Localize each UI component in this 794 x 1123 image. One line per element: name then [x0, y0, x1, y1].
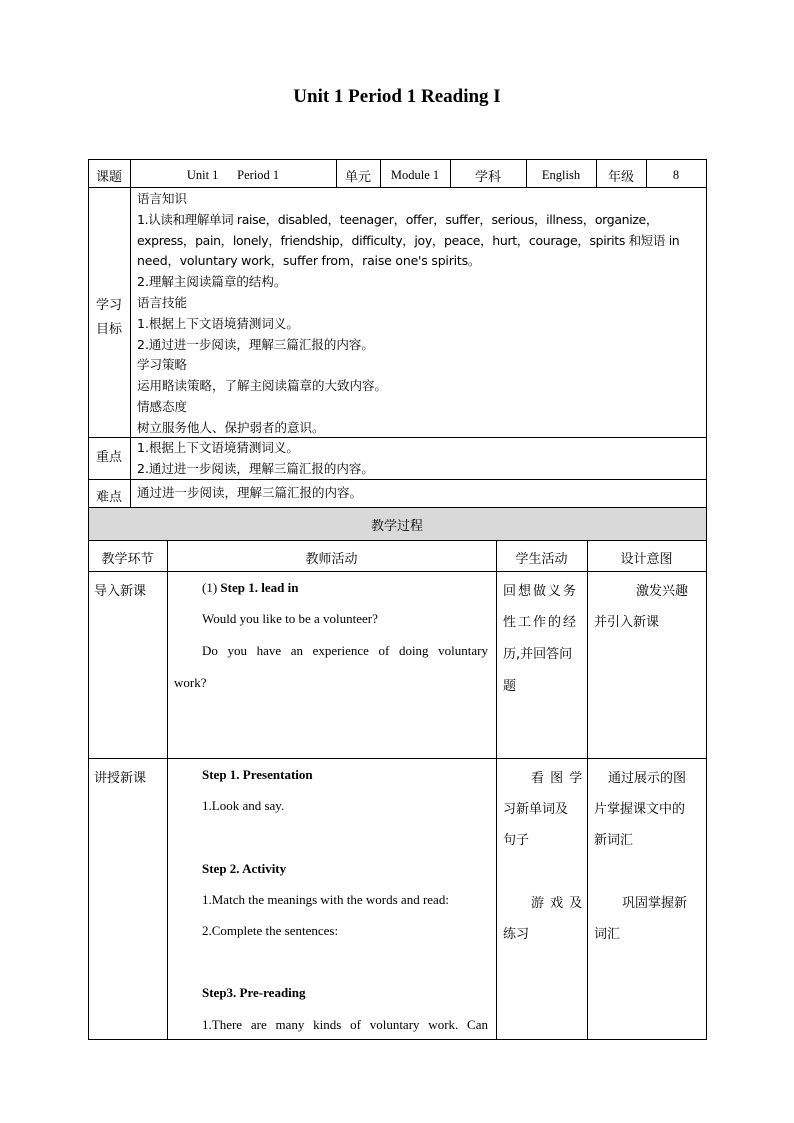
teacher-line: 1.Look and say.: [202, 798, 285, 813]
teacher-line: 2.Complete the sentences:: [202, 923, 339, 938]
header-stage: 教学环节: [101, 552, 154, 567]
key-points-label: 重点: [95, 450, 122, 465]
header-student: 学生活动: [515, 552, 568, 567]
purpose-line: 并引入新课: [594, 615, 660, 630]
objective-line: 树立服务他人、保护弱者的意识。: [137, 419, 325, 435]
student-line: 性工作的经: [503, 615, 579, 630]
objective-line: 情感态度: [137, 398, 188, 414]
purpose-line: 词汇: [594, 927, 621, 942]
difficulties-content: 通过进一步阅读，理解三篇汇报的内容。: [137, 485, 363, 500]
teacher-line: 1.There are many kinds of voluntary work. Can: [202, 1017, 488, 1032]
purpose-line: 激发兴趣: [636, 584, 689, 599]
process-heading: 教学过程: [370, 519, 423, 534]
unit-value: Module 1: [390, 168, 440, 182]
grade-label: 年级: [607, 170, 634, 185]
purpose-line: 新词汇: [594, 833, 634, 848]
objective-line: 运用略读策略，了解主阅读篇章的大致内容。: [137, 378, 388, 394]
teacher-line: (1) Step 1. lead in: [202, 580, 299, 595]
topic-value: Unit 1 Period 1: [186, 168, 280, 182]
key-points-content: [137, 438, 703, 480]
teacher-line: work?: [174, 675, 207, 690]
header-teacher: 教师活动: [305, 552, 358, 567]
purpose-line: 巩固掌握新: [622, 896, 688, 911]
teacher-line: Step3. Pre-reading: [202, 985, 306, 1000]
teacher-line: Would you like to be a volunteer?: [202, 611, 378, 626]
subject-label: 学科: [474, 170, 501, 185]
key-point-line: 1.根据上下文语境猜测词义。: [137, 440, 299, 455]
objective-line: 1.认读和理解单词 raise，disabled，teenager，offer，suffer，serious，illness，organize，: [137, 211, 659, 227]
subject-value: English: [541, 168, 581, 182]
grade-value: 8: [672, 168, 680, 182]
topic-label: 课题: [95, 170, 122, 185]
student-line: 句子: [503, 833, 530, 848]
stage-new-lesson: 讲授新课: [94, 771, 147, 786]
key-point-line: 2.通过进一步阅读，理解三篇汇报的内容。: [137, 460, 374, 476]
difficulties-label: 难点: [95, 490, 122, 505]
objective-line: 学习策略: [137, 357, 188, 373]
objectives-content: [137, 189, 703, 439]
unit-label: 单元: [344, 170, 371, 185]
objectives-label: 学习 目标: [95, 298, 122, 337]
student-line: 练习: [503, 927, 530, 942]
purpose-line: 片掌握课文中的: [594, 802, 686, 817]
purpose-line: 通过展示的图: [608, 771, 687, 786]
student-line: 看 图 学: [531, 771, 584, 786]
objective-line: express，pain，lonely，friendship，difficulty，joy，peace，hurt，courage，spirits 和短语 in: [137, 232, 680, 248]
objective-line: 2.通过进一步阅读，理解三篇汇报的内容。: [137, 336, 374, 352]
objective-line: 1.根据上下文语境猜测词义。: [137, 315, 299, 331]
student-line: 题: [503, 679, 517, 694]
student-line: 游 戏 及: [531, 896, 584, 911]
student-line: 回想做义务: [503, 584, 579, 599]
student-line: 习新单词及: [503, 802, 569, 817]
teacher-line: 1.Match the meanings with the words and read:: [202, 892, 449, 907]
objective-line: 2.理解主阅读篇章的结构。: [137, 274, 287, 290]
objective-line: 语言知识: [137, 191, 188, 206]
teacher-line: Step 2. Activity: [202, 861, 287, 876]
teacher-line: Step 1. Presentation: [202, 767, 313, 782]
objective-line: 语言技能: [137, 294, 188, 310]
page-title: Unit 1 Period 1 Reading I: [293, 86, 501, 107]
objective-line: need，voluntary work，suffer from，raise one's spirits。: [137, 253, 481, 269]
student-line: 历,并回答问: [503, 647, 573, 662]
header-purpose: 设计意图: [620, 552, 673, 567]
teacher-line: Do you have an experience of doing voluntary: [202, 643, 488, 658]
stage-intro: 导入新课: [94, 584, 147, 599]
